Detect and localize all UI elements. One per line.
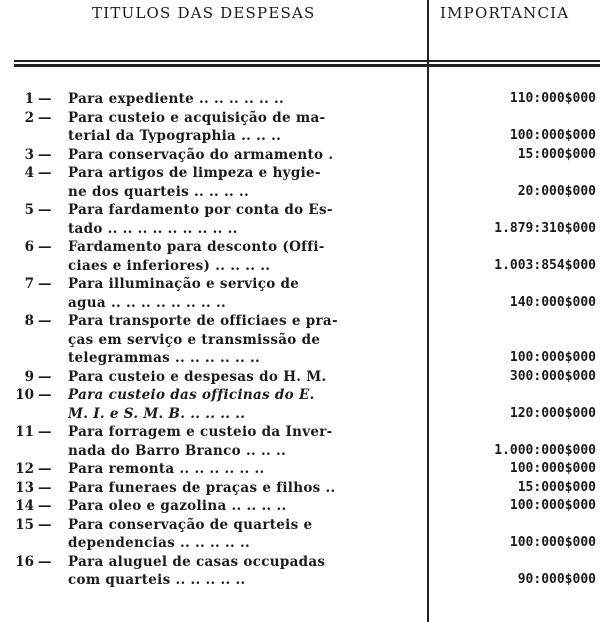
row-value: 100:000$000	[509, 128, 596, 143]
row-value: 1.000:000$000	[494, 442, 596, 458]
row-description	[68, 423, 420, 460]
description-line: nada do Barro Branco .. .. ..	[68, 442, 286, 459]
header-titulos: TITULOS DAS DESPESAS	[92, 4, 316, 22]
description-line: ças em serviço e transmissão de	[68, 331, 321, 348]
description-line: Para conservação de quarteis e	[68, 516, 313, 533]
row-description	[68, 164, 420, 201]
expense-row	[0, 109, 600, 146]
description-line: Para custeio e despesas do H. M.	[68, 368, 327, 385]
description-line: Para remonta .. .. .. .. .. ..	[68, 461, 265, 477]
row-description	[68, 460, 420, 479]
row-value: 90:000$000	[517, 572, 596, 587]
row-description	[68, 146, 420, 165]
row-value: 100:000$000	[509, 461, 596, 476]
row-number: 9	[24, 368, 34, 385]
row-description	[68, 109, 420, 146]
row-dash: —	[38, 424, 52, 440]
row-number: 7	[24, 276, 34, 292]
description-line: Para fardamento por conta do Es-	[68, 202, 333, 218]
row-value: 140:000$000	[509, 294, 596, 310]
description-line: Para oleo e gazolina .. .. .. ..	[68, 498, 287, 514]
expense-row	[0, 238, 600, 275]
row-dash: —	[38, 498, 52, 514]
row-dash: —	[38, 479, 52, 496]
expense-row	[0, 164, 600, 201]
row-description	[68, 238, 420, 275]
description-line: Para expediente .. .. .. .. .. ..	[68, 91, 285, 107]
row-description	[68, 386, 420, 423]
expense-row	[0, 146, 600, 165]
row-value: 20:000$000	[517, 183, 596, 199]
header-rule-bottom	[14, 64, 600, 67]
row-value: 300:000$000	[509, 368, 596, 384]
row-dash: —	[38, 202, 52, 218]
row-dash: —	[38, 91, 52, 107]
description-line: Para conservação do armamento .	[68, 146, 334, 163]
row-value: 120:000$000	[509, 405, 596, 421]
description-line: Para illuminação e serviço de	[68, 276, 300, 292]
description-line: terial da Typographia .. .. ..	[68, 128, 282, 144]
row-number: 15	[15, 516, 34, 533]
row-number: 6	[24, 239, 34, 255]
row-number: 5	[24, 202, 34, 218]
row-value: 15:000$000	[517, 146, 596, 162]
description-line: dependencias .. .. .. .. ..	[68, 535, 251, 551]
header-rule-top	[14, 60, 600, 62]
row-number: 13	[15, 479, 34, 496]
description-line: tado .. .. .. .. .. .. .. .. ..	[68, 220, 238, 237]
expense-row	[0, 312, 600, 368]
row-description	[68, 368, 420, 387]
row-dash: —	[38, 461, 52, 477]
description-line: Para funeraes de praças e filhos ..	[68, 479, 336, 496]
row-dash: —	[38, 313, 52, 329]
expense-row	[0, 201, 600, 238]
row-number: 11	[15, 424, 34, 440]
description-line: agua .. .. .. .. .. .. .. ..	[68, 294, 226, 311]
row-dash: —	[38, 516, 52, 533]
row-value: 110:000$000	[509, 91, 596, 106]
row-description	[68, 90, 420, 109]
row-number: 16	[15, 553, 34, 570]
expense-row	[0, 479, 600, 498]
expense-row	[0, 516, 600, 553]
expense-row	[0, 553, 600, 590]
row-description	[68, 275, 420, 312]
description-line: Para aluguel de casas occupadas	[68, 553, 326, 570]
expense-list	[0, 90, 600, 590]
row-dash: —	[38, 368, 52, 385]
description-line: M. I. e S. M. B. .. .. .. ..	[68, 405, 246, 422]
row-number: 14	[15, 498, 34, 514]
row-description	[68, 201, 420, 238]
row-number: 2	[24, 109, 34, 126]
row-number: 4	[24, 165, 34, 181]
expense-row	[0, 386, 600, 423]
description-line: Para forragem e custeio da Inver-	[68, 424, 333, 440]
row-value: 15:000$000	[517, 479, 596, 495]
row-dash: —	[38, 553, 52, 570]
row-value: 1.879:310$000	[494, 220, 596, 236]
row-number: 8	[24, 313, 34, 329]
row-number: 12	[15, 461, 34, 477]
row-dash: —	[38, 109, 52, 126]
row-dash: —	[38, 165, 52, 181]
row-number: 1	[24, 91, 34, 107]
row-dash: —	[38, 146, 52, 163]
description-line: ciaes e inferiores) .. .. .. ..	[68, 257, 271, 274]
expense-row	[0, 90, 600, 109]
row-description	[68, 312, 420, 368]
row-description	[68, 497, 420, 516]
description-line: Para custeio das officinas do E.	[68, 387, 315, 403]
row-description	[68, 479, 420, 498]
row-description	[68, 516, 420, 553]
row-value: 100:000$000	[509, 498, 596, 513]
description-line: Para transporte de officiaes e pra-	[68, 313, 338, 329]
row-number: 3	[24, 146, 34, 163]
row-dash: —	[38, 387, 52, 403]
description-line: Para custeio e acquisição de ma-	[68, 109, 326, 126]
row-value: 1.003:854$000	[494, 257, 596, 273]
expense-row	[0, 497, 600, 516]
expense-row	[0, 423, 600, 460]
row-dash: —	[38, 276, 52, 292]
row-dash: —	[38, 239, 52, 255]
description-line: Fardamento para desconto (Offi-	[68, 239, 325, 255]
expense-row	[0, 275, 600, 312]
expense-row	[0, 460, 600, 479]
row-value: 100:000$000	[509, 350, 596, 365]
row-value: 100:000$000	[509, 535, 596, 550]
table-header	[0, 0, 600, 30]
row-description	[68, 553, 420, 590]
description-line: com quarteis .. .. .. .. ..	[68, 572, 246, 588]
description-line: Para artigos de limpeza e hygie-	[68, 165, 321, 181]
description-line: ne dos quarteis .. .. .. ..	[68, 183, 250, 200]
expense-row	[0, 368, 600, 387]
header-importancia: IMPORTANCIA	[440, 4, 570, 22]
description-line: telegrammas .. .. .. .. .. ..	[68, 350, 261, 366]
row-number: 10	[15, 387, 34, 403]
